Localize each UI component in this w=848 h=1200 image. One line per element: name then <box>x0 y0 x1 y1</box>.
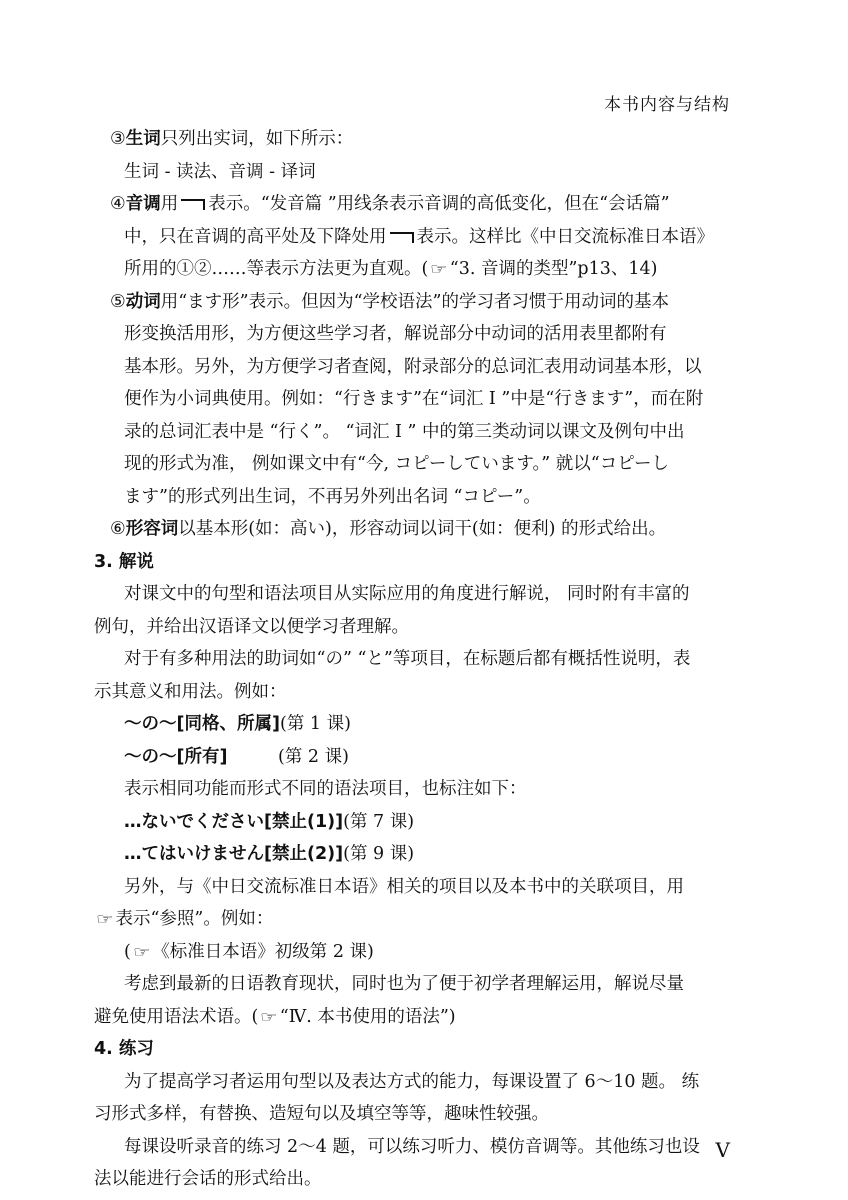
item-6-term: 形容词 <box>125 519 179 539</box>
item-4: ④音调用 表示。“发音篇 ”用线条表示音调的高低变化，但在“会话篇” <box>110 194 670 214</box>
item-4-term: 音调 <box>125 194 161 214</box>
item-3: ③生词只列出实词，如下所示： <box>110 129 354 149</box>
section-4-heading: 4. 练习 <box>94 1039 154 1059</box>
item-3-term: 生词 <box>125 129 161 149</box>
pitch-mark-icon <box>181 199 205 210</box>
item-5-term: 动词 <box>125 291 161 312</box>
example-2: ～の～[所有] (第 2 课) <box>124 746 349 767</box>
pointing-hand-icon: ☞ <box>132 942 151 961</box>
pointing-hand-icon: ☞ <box>95 910 114 928</box>
item-6: ⑥形容词以基本形(如：高い)，形容动词以词干(如：便利) 的形式给出。 <box>110 519 667 539</box>
item-5: ⑤动词用“ます形”表示。但因为“学校语法”的学习者习惯于用动词的基本 <box>110 291 669 312</box>
reference-line: ( ☞ 《标准日本语》初级第 2 课) <box>94 936 754 969</box>
example-1: ～の～[同格、所属](第 1 课) <box>124 714 351 734</box>
page-number: V <box>715 1138 730 1162</box>
section-3-heading: 3. 解说 <box>94 551 154 572</box>
pointing-hand-icon: ☞ <box>260 1007 278 1026</box>
body-text: ③生词只列出实词，如下所示： 生词 - 读法、音调 - 译词 ④音调用 表示。“发音篇 ”用线条表示音调的高低变化，但在“会话篇” 中，只在音调的高平处及下降处用 表示。这样比《中日交流标准日本语》 所用的①②……等表示方法更为直观。( ☞ “3. 音调的类型”p13、14) ⑤动词用“ます形”表示。但因为“学校语法”的学习者习惯于用动词的基本 形变换活用形，为方便这些学习者，解说部分中动词的活用表里都附有 基本形。另外，为方便学习者查阅，附录部分的总词汇表用动词基本形，以 便作为小词典使用。例如：“行きます”在“词汇 I ”中是“行きます”，而在附 录的总词汇表中是 “行く”。 “词汇 I ” 中的第三类动词以课文及例句中出 现的形式为准， 例如课文中有“今, コピーしています。” 就以“コピーし ます”的形式列出生词，不再另外列出名词 “コピー”。 ⑥形容词以基本形(如：高い)，形容动词以词干(如：便利) 的形式给出。 3. 解说 对课文中的句型和语法项目从实际应用的角度进行解说， 同时附有丰富的 例句，并给出汉语译文以便学习者理解。 对于有多种用法的助词如“の” “と”等项目，在标题后都有概括性说明，表 示其意义和用法。例如： ～の～[同格、所属](第 1 课) ～の～[所有] (第 2 课) 表示相同功能而形式不同的语法项目，也标注如下： …ないでください[禁止(1)](第 7 课) …てはいけません[禁止(2)](第 9 课) 另外，与《中日交流标准日本语》相关的项目以及本书中的关联项目，用 ☞ 表示“参照”。例如： ( ☞ 《标准日本语》初级第 2 课) 考虑到最新的日语教育现状，同时也为了便于初学者理解运用，解说尽量 避免使用语法术语。( ☞ “Ⅳ. 本书使用的语法”) 4. 练习 为了提高学习者运用句型以及表达方式的能力，每课设置了 6～10 题。 练 习形式多样，有替换、造短句以及填空等等，趣味性较强。 每课设听录音的练习 2～4 题，可以练习听力、模仿音调等。其他练习也设 法以能进行会话的形式给出。 <box>94 123 754 1196</box>
example-4: …てはいけません[禁止(2)](第 9 课) <box>124 844 415 864</box>
pointing-hand-icon: ☞ <box>430 260 448 278</box>
example-3: …ないでください[禁止(1)](第 7 课) <box>124 811 415 832</box>
running-header: 本书内容与结构 <box>604 95 730 115</box>
item-3-example: 生词 - 读法、音调 - 译词 <box>124 161 316 182</box>
pitch-mark-icon <box>390 232 414 243</box>
